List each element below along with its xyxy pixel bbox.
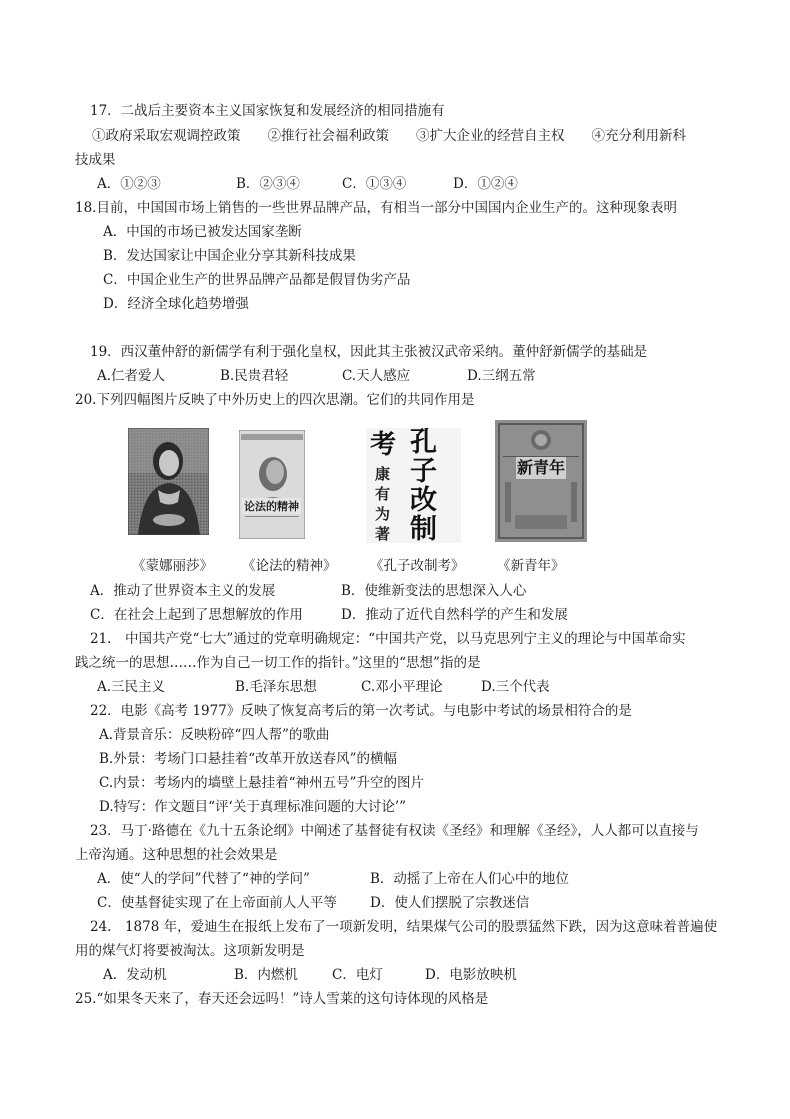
new-youth-title: 新青年 [516,458,565,477]
q21-option-c: C.邓小平理论 [361,679,443,695]
q19-option-d: D.三纲五常 [467,368,536,384]
q19-option-a: A.仁者爱人 [97,368,166,384]
q20-option-d: D．推动了近代自然科学的产生和发展 [341,607,568,623]
q24-option-a: A．发动机 [103,967,167,983]
book3-title-left: 考 [370,430,397,460]
q21-option-a: A.三民主义 [97,679,166,695]
q17-option-d: D．①②④ [453,176,518,192]
q22-stem: 22．电影《高考 1977》反映了恢复高考后的第一次考试。与电影中考试的场景相符合的是 [90,703,632,719]
q18-option-c: C．中国企业生产的世界品牌产品都是假冒伪劣产品 [103,272,411,288]
q24-option-d: D．电影放映机 [425,967,517,983]
new-youth-cover [495,420,587,542]
q21-stem-line1: 21. 中国共产党“七大”通过的党章明确规定：“中国共产党，以马克思列宁主义的理论与中国革命实 [90,631,686,647]
q18-option-b: B．发达国家让中国企业分享其新科技成果 [103,248,356,264]
q17-option-c: C．①③④ [342,176,407,192]
q24-stem-line2: 用的煤气灯将要被淘汰。这项新发明是 [75,943,305,959]
q23-option-a: A．使“人的学问”代替了“神的学问” [97,871,310,887]
q23-option-d: D．使人们摆脱了宗教迷信 [370,895,530,911]
q24-option-c: C．电灯 [332,967,383,983]
confucius-reform-cover [366,428,461,543]
q21-option-b: B.毛泽东思想 [235,679,317,695]
book3-author: 康有为著 [375,465,391,543]
q18-option-a: A．中国的市场已被发达国家垄断 [103,224,302,240]
q20-stem: 20.下列四幅图片反映了中外历史上的四次思潮。它们的共同作用是 [75,392,475,408]
caption-confucius-reform: 《孔子改制考》 [370,558,465,574]
q17-option-a: A．①②③ [97,176,161,192]
q23-option-b: B．动摇了上帝在人们心中的地位 [370,871,569,887]
q22-option-a: A.背景音乐：反映粉碎“四人帮”的歌曲 [99,727,330,743]
q22-option-b: B.外景：考场门口悬挂着“改革开放送春风”的横幅 [99,751,398,767]
q19-option-c: C.天人感应 [342,368,411,384]
q21-stem-line2: 践之统一的思想……作为自己一切工作的指针。”这里的“思想”指的是 [75,655,481,671]
q20-option-c: C．在社会上起到了思想解放的作用 [90,607,303,623]
q17-option-b: B．②③④ [236,176,300,192]
q17-stem: 17．二战后主要资本主义国家恢复和发展经济的相同措施有 [90,103,445,119]
mona-lisa-image [128,428,209,535]
spirit-of-laws-cover [239,430,305,539]
q25-stem: 25.“如果冬天来了，春天还会远吗！”诗人雪莱的这句诗体现的风格是 [75,991,489,1007]
q20-option-b: B．使维新变法的思想深入人心 [341,583,527,599]
q21-option-d: D.三个代表 [481,679,550,695]
q24-stem-line1: 24. 1878 年，爱迪生在报纸上发布了一项新发明，结果煤气公司的股票猛然下跌，因为这意味着普遍使 [90,919,718,935]
q23-stem-line1: 23．马丁·路德在《九十五条论纲》中阐述了基督徒有权读《圣经》和理解《圣经》，人人都可以直接与 [90,823,699,839]
caption-new-youth: 《新青年》 [497,558,565,574]
q19-stem: 19．西汉董仲舒的新儒学有利于强化皇权，因此其主张被汉武帝采纳。董仲舒新儒学的基础是 [90,344,648,360]
q19-option-b: B.民贵君轻 [220,368,289,384]
q22-option-c: C.内景：考场内的墙壁上悬挂着“神州五号”升空的图片 [99,775,424,791]
q18-stem: 18.目前，中国国市场上销售的一些世界品牌产品，有相当一部分中国国内企业生产的。这种现象表明 [75,200,677,216]
q20-option-a: A．推动了世界资本主义的发展 [90,583,276,599]
q23-option-c: C．使基督徒实现了在上帝面前人人平等 [97,895,337,911]
book3-title-right: 孔子改制 [410,428,437,543]
q23-stem-line2: 上帝沟通。这种思想的社会效果是 [75,847,278,863]
caption-spirit-of-laws: 《论法的精神》 [242,558,337,574]
caption-mona-lisa: 《蒙娜丽莎》 [132,558,213,574]
spirit-of-laws-title: 论法的精神 [244,500,299,513]
q17-items-line1: ①政府采取宏观调控政策 ②推行社会福利政策 ③扩大企业的经营自主权 ④充分利用新科 [92,128,686,144]
q22-option-d: D.特写：作文题目“评‘关于真理标准问题的大讨论’” [99,799,407,815]
q18-option-d: D．经济全球化趋势增强 [103,296,249,312]
q17-items-line2: 技成果 [75,152,116,168]
q24-option-b: B．内燃机 [234,967,298,983]
